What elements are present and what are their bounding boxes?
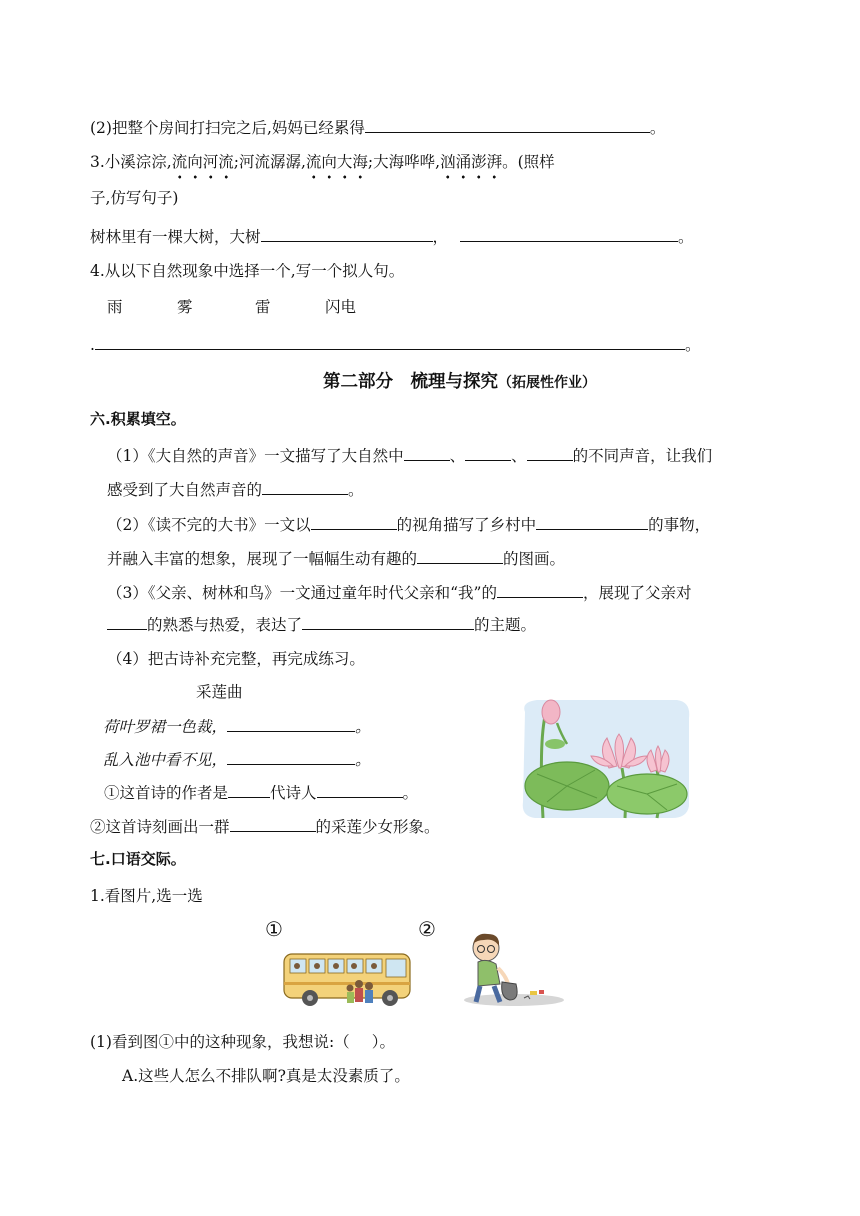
period: 。	[348, 481, 364, 500]
question-3	[90, 150, 555, 172]
item-text: 的图画。	[503, 550, 566, 569]
item-text: 代诗人	[270, 784, 317, 803]
emphasized-text: 流向大海	[306, 150, 368, 172]
boy-litter-icon	[444, 928, 564, 1010]
option-rain: 雨	[107, 298, 123, 316]
item-text: ）。	[371, 1033, 395, 1051]
item-text: 并融入丰富的想象，展现了一幅幅生动有趣的	[107, 550, 418, 569]
comma: ，	[432, 228, 449, 247]
boy-illustration	[444, 928, 564, 1010]
item-text: （2）《读不完的大书》一文以	[107, 516, 311, 535]
item-2-line1	[107, 512, 710, 535]
part-2-heading	[323, 368, 596, 393]
poem-line-2	[103, 747, 371, 770]
question-image	[90, 814, 440, 837]
bus-illustration	[282, 952, 416, 1010]
poem-title: 采莲曲	[196, 683, 243, 701]
answer-blank[interactable]	[302, 612, 474, 630]
item-3-line1	[107, 580, 691, 603]
emphasized-text: 流向河流	[172, 150, 234, 172]
answer-blank[interactable]	[95, 332, 685, 350]
poem-line-1	[103, 714, 371, 737]
lotus-illustration	[517, 698, 692, 820]
item-text: 感受到了大自然声音的	[107, 481, 263, 500]
period: 。	[684, 336, 701, 355]
emphasized-text: 汹涌澎湃	[440, 150, 502, 172]
question-text: (2)把整个房间打扫完之后,妈妈已经累得	[90, 119, 365, 138]
question-number: 3.	[90, 153, 105, 171]
answer-blank[interactable]	[230, 814, 316, 832]
question-3-answer	[90, 224, 694, 247]
option-thunder: 雷	[255, 298, 271, 316]
answer-blank[interactable]	[404, 443, 450, 461]
period: 。	[678, 228, 694, 247]
question-4: 4.从以下自然现象中选择一个,写一个拟人句。	[90, 262, 405, 280]
question-4-answer	[90, 332, 700, 355]
item-text: ②这首诗刻画出一群	[90, 818, 230, 837]
item-text: ①这首诗的作者是	[104, 784, 229, 803]
heading-sub: （拓展性作业）	[498, 375, 596, 391]
example-text: ;河流潺潺,	[233, 153, 306, 171]
item-text: 的采莲少女形象。	[315, 818, 440, 837]
item-text: 的事物，	[648, 516, 711, 535]
item-3-line2	[107, 612, 536, 635]
option-fog: 雾	[177, 298, 193, 316]
question-7-1-1	[90, 1030, 395, 1052]
bus-icon	[282, 952, 416, 1010]
item-4: （4）把古诗补充完整，再完成练习。	[107, 650, 365, 668]
answer-blank[interactable]	[365, 115, 650, 133]
answer-blank[interactable]	[227, 747, 355, 765]
answer-prompt: 树林里有一棵大树，大树	[90, 228, 261, 247]
lotus-icon	[517, 698, 692, 820]
answer-blank[interactable]	[417, 546, 503, 564]
answer-blank[interactable]	[460, 224, 678, 242]
answer-blank[interactable]	[317, 780, 403, 798]
item-text: （3）《父亲、树林和鸟》一文通过童年时代父亲和“我”的	[107, 584, 497, 603]
item-text: （1）《大自然的声音》一文描写了大自然中	[107, 447, 404, 466]
answer-blank[interactable]	[227, 714, 355, 732]
heading-main: 第二部分 梳理与探究	[323, 372, 498, 392]
item-text: 的主题。	[474, 616, 537, 635]
poem-text: 乱入池中看不见，	[103, 751, 228, 770]
separator: 、	[449, 447, 466, 466]
answer-blank[interactable]	[262, 477, 348, 495]
item-1-line1	[107, 443, 712, 466]
answer-blank[interactable]	[261, 224, 433, 242]
section-7-title: 七.口语交际。	[90, 850, 186, 868]
picture-2-label: ②	[418, 917, 436, 941]
option-a[interactable]: A.这些人怎么不排队啊?真是太没素质了。	[122, 1067, 410, 1085]
question-7-1: 1.看图片,选一选	[90, 887, 203, 905]
answer-blank[interactable]	[527, 443, 573, 461]
item-2-line2	[107, 546, 565, 569]
answer-blank[interactable]	[536, 512, 648, 530]
item-text: 的视角描写了乡村中	[396, 516, 537, 535]
item-text: ，展现了父亲对	[582, 584, 692, 603]
period: 。	[649, 119, 666, 138]
section-6-title: 六.积累填空。	[90, 410, 186, 428]
item-text: 的不同声音，让我们	[572, 447, 713, 466]
question-3-line2: 子,仿写句子)	[90, 189, 179, 207]
answer-blank[interactable]	[228, 780, 270, 798]
item-text: 的熟悉与热爱，表达了	[147, 616, 303, 635]
answer-blank[interactable]	[497, 580, 583, 598]
option-lightning: 闪电	[325, 298, 357, 316]
answer-blank[interactable]	[107, 612, 147, 630]
answer-blank[interactable]	[311, 512, 397, 530]
example-text: 小溪淙淙,	[104, 153, 172, 171]
example-text: 。(照样	[502, 153, 555, 171]
poem-text: 荷叶罗裙一色裁，	[103, 718, 228, 737]
separator: 、	[511, 447, 527, 466]
question-2-2	[90, 115, 665, 138]
answer-blank[interactable]	[465, 443, 511, 461]
question-author	[104, 780, 418, 803]
period: 。	[402, 784, 419, 803]
example-text: ;大海哗哗,	[367, 153, 441, 171]
item-text: (1)看到图①中的这种现象，我想说:（	[90, 1033, 350, 1051]
period: 。	[355, 751, 371, 770]
picture-1-label: ①	[265, 917, 283, 941]
dot: .	[90, 336, 95, 355]
period: 。	[355, 718, 371, 737]
item-1-line2	[107, 477, 364, 500]
